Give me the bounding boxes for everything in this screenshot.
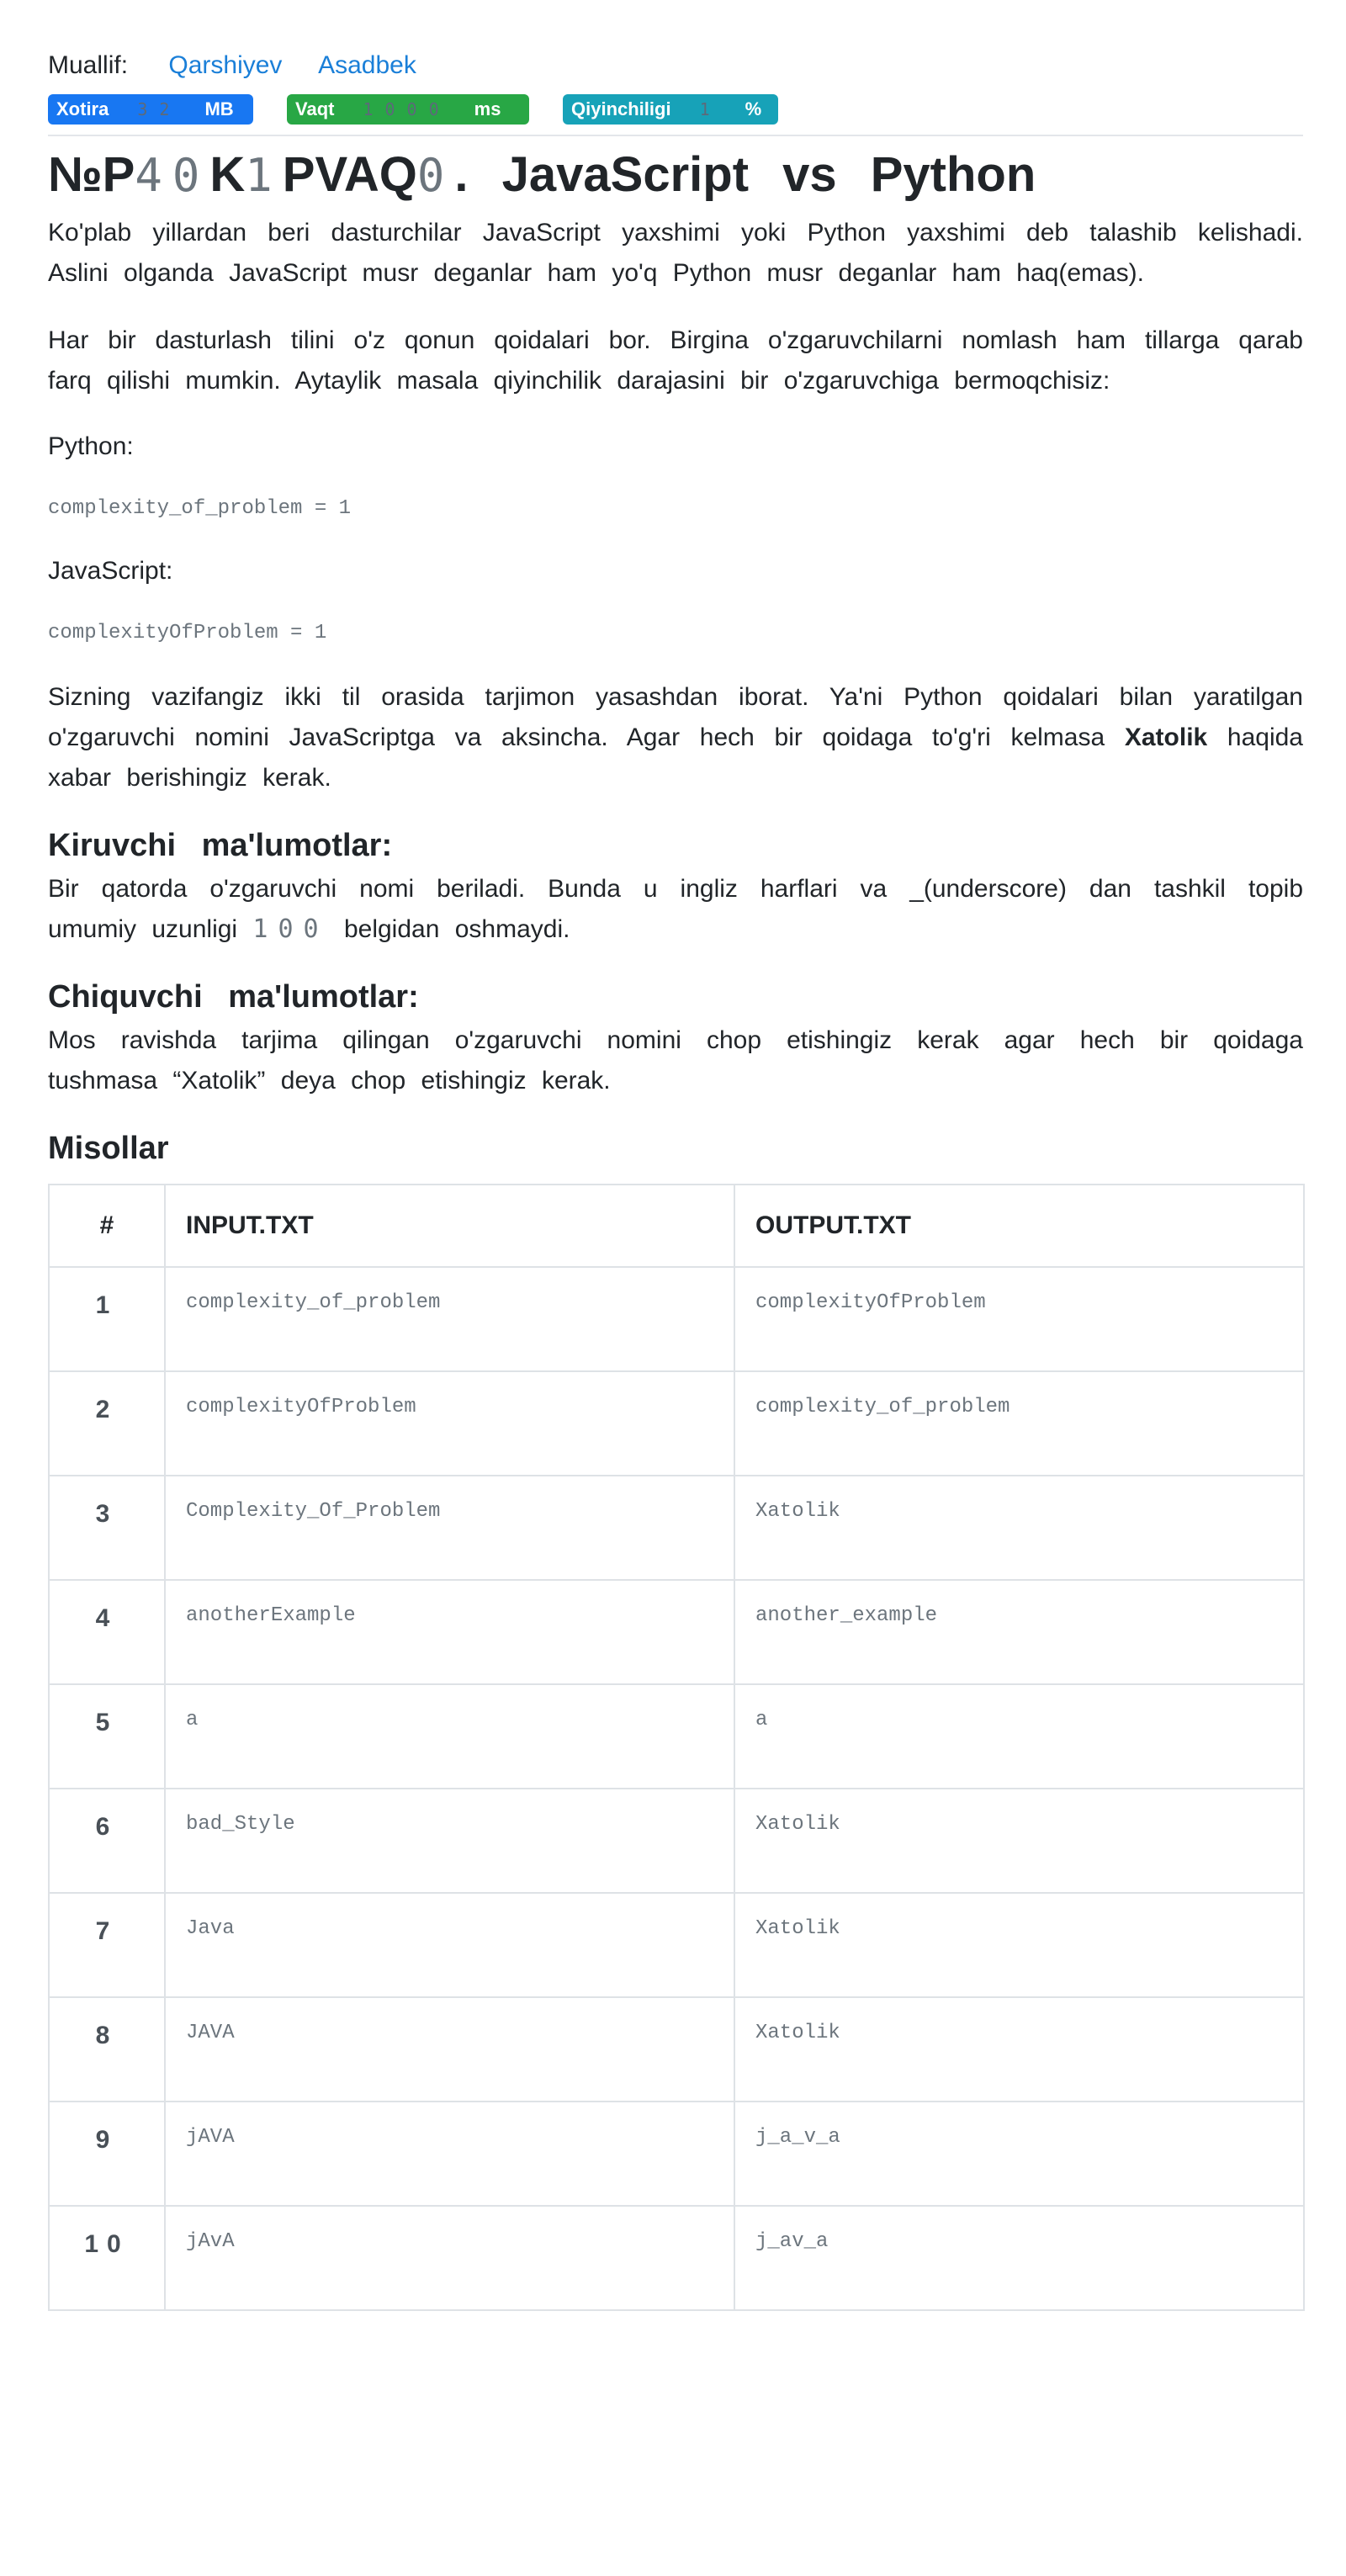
row-output: complexityOfProblem [734, 1267, 1304, 1371]
table-row [49, 1580, 1304, 1684]
difficulty-badge [563, 94, 778, 125]
table-row [49, 1476, 1304, 1580]
row-output: j_a_v_a [734, 2102, 1304, 2206]
memory-badge [48, 94, 253, 125]
time-badge-unit: ms [474, 98, 501, 119]
statement-paragraph-2: Har bir dasturlash tilini o'z qonun qoidalari bor. Birgina o'zgaruvchilarni nomlash ham tillarga qarab farq qilishi mumkin. Aytaylik masala qiyinchilik darajasini bir o'zgaruvchiga bermoqchisiz: [48, 326, 1303, 395]
time-badge-label: Vaqt [295, 98, 335, 119]
table-row [49, 1893, 1304, 1997]
row-num: 5 [49, 1684, 165, 1789]
row-input: complexity_of_problem [165, 1267, 734, 1371]
row-input: anotherExample [165, 1580, 734, 1684]
input-section-text [48, 869, 1303, 950]
title-num-1: 4 [135, 149, 172, 202]
problem-page [48, 0, 1303, 2311]
limits-badges [48, 94, 1303, 125]
difficulty-badge-label: Qiyinchiligi [571, 98, 671, 119]
input-text-after: belgidan oshmaydi. [328, 915, 570, 943]
python-label: Python: [48, 432, 134, 460]
header-divider [48, 135, 1303, 136]
table-row [49, 2206, 1304, 2310]
difficulty-badge-unit: % [745, 98, 762, 119]
memory-badge-value: 32 [137, 99, 182, 119]
time-badge [287, 94, 529, 125]
memory-badge-unit: MB [204, 98, 234, 119]
title-prefix: №P [48, 147, 135, 202]
python-code-example: complexity_of_problem = 1 [48, 497, 352, 520]
javascript-label: JavaScript: [48, 557, 173, 585]
memory-badge-label: Xotira [56, 98, 109, 119]
row-num: 9 [49, 2102, 165, 2206]
author-line [48, 49, 1303, 82]
title-num-3: 1 [245, 149, 283, 202]
row-num: 6 [49, 1789, 165, 1893]
row-input: jAvA [165, 2206, 734, 2310]
row-output: a [734, 1684, 1304, 1789]
problem-title [48, 141, 1303, 209]
row-input: complexityOfProblem [165, 1371, 734, 1476]
row-input: a [165, 1684, 734, 1789]
row-num: 1 [49, 1267, 165, 1371]
header-input: INPUT.TXT [165, 1185, 734, 1267]
row-input: Complexity_Of_Problem [165, 1476, 734, 1580]
difficulty-badge-value: 1 [699, 99, 722, 119]
table-row [49, 1789, 1304, 1893]
input-text-before: Bir qatorda o'zgaruvchi nomi beriladi. Bunda u ingliz harflari va _(underscore) dan tashkil topib umumiy uzunligi [48, 875, 1303, 943]
author-label: Muallif: [48, 51, 129, 79]
header-num: # [49, 1185, 165, 1267]
statement-p3-text-before: Sizning vazifangiz ikki til orasida tarjimon yasashdan iborat. Ya'ni Python qoidalari bilan yaratilgan o'zgaruvchi nomini JavaScriptga va aksincha. Agar hech bir qoidaga to'g'ri kelmasa [48, 683, 1303, 751]
row-input: jAVA [165, 2102, 734, 2206]
table-row [49, 1371, 1304, 1476]
row-output: j_av_a [734, 2206, 1304, 2310]
input-section-heading: Kiruvchi ma'lumotlar: [48, 828, 393, 863]
title-num-2: 0 [172, 149, 210, 202]
row-num: 8 [49, 1997, 165, 2102]
row-num: 2 [49, 1371, 165, 1476]
table-row [49, 1267, 1304, 1371]
row-output: complexity_of_problem [734, 1371, 1304, 1476]
output-section-heading: Chiquvchi ma'lumotlar: [48, 979, 419, 1015]
statement-paragraph-1: Ko'plab yillardan beri dasturchilar JavaScript yaxshimi yoki Python yaxshimi deb talashib kelishadi. Aslini olganda JavaScript musr deganlar ham yo'q Python musr deganlar ham haq(emas). [48, 219, 1303, 287]
header-output: OUTPUT.TXT [734, 1185, 1304, 1267]
table-row [49, 1997, 1304, 2102]
time-badge-value: 1000 [363, 99, 451, 119]
row-input: JAVA [165, 1997, 734, 2102]
title-num-4: 0 [416, 149, 455, 202]
row-input: Java [165, 1893, 734, 1997]
row-output: Xatolik [734, 1997, 1304, 2102]
row-input: bad_Style [165, 1789, 734, 1893]
statement-paragraph-3 [48, 677, 1303, 798]
row-output: another_example [734, 1580, 1304, 1684]
statement-p3-text-after: haqida xabar berishingiz kerak. [48, 724, 1303, 792]
row-output: Xatolik [734, 1893, 1304, 1997]
statement-p3-bold: Xatolik [1124, 724, 1208, 751]
output-section-text: Mos ravishda tarjima qilingan o'zgaruvchi nomini chop etishingiz kerak agar hech bir qoidaga tushmasa “Xatolik” deya chop etishingiz kerak. [48, 1026, 1303, 1095]
row-num: 4 [49, 1580, 165, 1684]
examples-header-row [49, 1185, 1304, 1267]
table-row [49, 2102, 1304, 2206]
row-num: 3 [49, 1476, 165, 1580]
title-rest: . JavaScript vs Python [454, 147, 1036, 202]
author-first-name-link[interactable]: Qarshiyev [168, 51, 283, 79]
row-output: Xatolik [734, 1789, 1304, 1893]
row-output: Xatolik [734, 1476, 1304, 1580]
row-num: 7 [49, 1893, 165, 1997]
author-last-name-link[interactable]: Asadbek [318, 51, 416, 79]
title-mid: K [209, 147, 246, 202]
examples-table [48, 1184, 1305, 2311]
input-length-number: 100 [252, 914, 329, 944]
javascript-code-example: complexityOfProblem = 1 [48, 622, 327, 644]
examples-heading: Misollar [48, 1131, 169, 1166]
table-row [49, 1684, 1304, 1789]
title-code: PVAQ [282, 147, 417, 202]
row-num: 10 [49, 2206, 165, 2310]
